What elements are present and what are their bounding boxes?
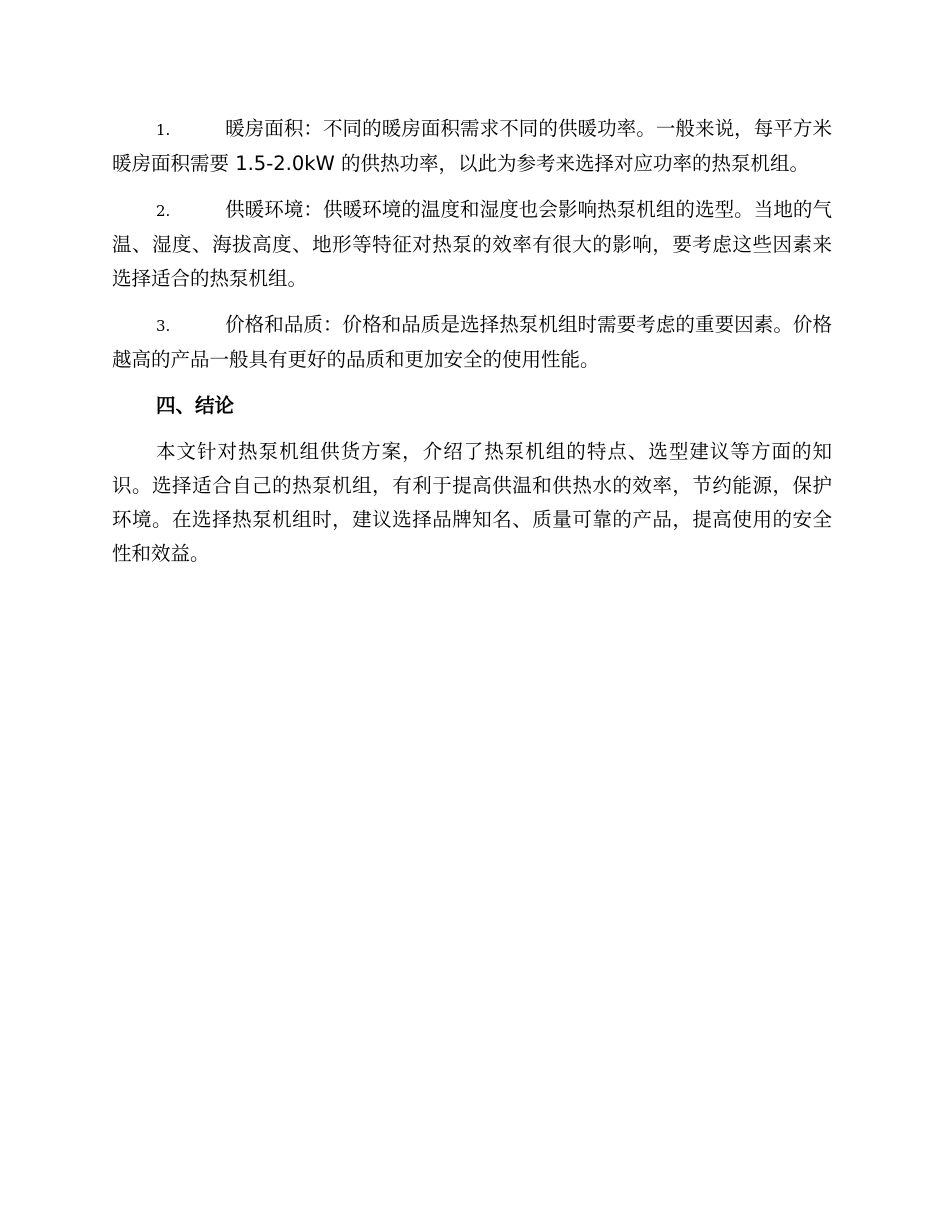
list-number: 3.: [156, 317, 171, 335]
list-item-2: [112, 193, 832, 296]
list-item-1: [112, 112, 832, 181]
list-number: 1.: [156, 121, 171, 139]
conclusion-paragraph: 本文针对热泵机组供货方案，介绍了热泵机组的特点、选型建议等方面的知识。选择适合自己的热泵机组，有利于提高供温和供热水的效率，节约能源，保护环境。在选择热泵机组时，建议选择品牌知名、质量可靠的产品，提高使用的安全性和效益。: [112, 440, 832, 565]
section-heading: 四、结论: [156, 394, 235, 417]
list-item-text: 供暖环境：供暖环境的温度和湿度也会影响热泵机组的选型。当地的气温、湿度、海拔高度、地形等特征对热泵的效率有很大的影响，要考虑这些因素来选择适合的热泵机组。: [112, 198, 832, 290]
document-page: [112, 112, 832, 571]
list-item-3: [112, 308, 832, 377]
list-item-text: 价格和品质：价格和品质是选择热泵机组时需要考虑的重要因素。价格越高的产品一般具有更好的品质和更加安全的使用性能。: [112, 313, 832, 371]
list-number: 2.: [156, 202, 171, 220]
list-item-text: 暖房面积：不同的暖房面积需求不同的供暖功率。一般来说，每平方米暖房面积需要 1.5-2.0kW 的供热功率，以此为参考来选择对应功率的热泵机组。: [112, 117, 832, 175]
